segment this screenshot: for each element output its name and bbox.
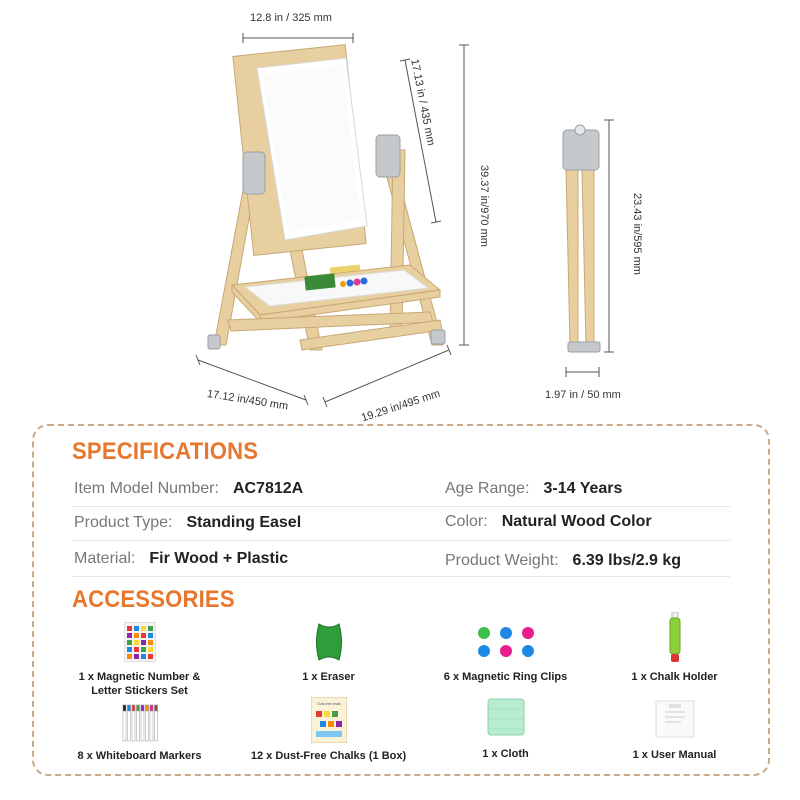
divider xyxy=(72,540,730,541)
spec-value: 6.39 lbs/2.9 kg xyxy=(572,551,682,569)
spec-value: Natural Wood Color xyxy=(501,512,652,530)
spec-value: Standing Easel xyxy=(186,513,302,531)
chalk-box-icon xyxy=(311,697,347,743)
cloth-icon xyxy=(486,697,526,737)
specifications-title: SPECIFICATIONS xyxy=(72,438,259,465)
spec-value: 3-14 Years xyxy=(543,479,623,497)
accessory-label: 1 x User Manual xyxy=(632,749,717,761)
accessory-label: 1 x Cloth xyxy=(482,748,529,760)
spec-item-model xyxy=(74,472,303,505)
dimension-total-height: 39.37 in/970 mm xyxy=(478,165,490,247)
spec-material xyxy=(74,542,288,575)
spec-value: Fir Wood + Plastic xyxy=(149,549,289,567)
dimension-depth: 17.12 in/450 mm xyxy=(206,388,289,413)
spec-label: Product Weight: xyxy=(445,551,559,569)
dimension-folded-height: 23.43 in/595 mm xyxy=(631,193,643,275)
dimension-board-height: 17.13 in / 435 mm xyxy=(408,58,437,147)
spec-label: Item Model Number: xyxy=(74,479,219,497)
eraser-icon xyxy=(314,622,344,662)
accessories-title: ACCESSORIES xyxy=(72,586,235,613)
accessory-label: 6 x Magnetic Ring Clips xyxy=(443,671,568,683)
chalk-box-text: Dust-free chalk xyxy=(316,702,341,706)
dimension-base-width: 19.29 in/495 mm xyxy=(360,387,442,425)
manual-icon xyxy=(655,700,695,738)
accessory-label: 8 x Whiteboard Markers xyxy=(77,750,202,762)
spec-label: Age Range: xyxy=(445,479,530,497)
accessory-label: 12 x Dust-Free Chalks (1 Box) xyxy=(250,750,407,762)
spec-value: AC7812A xyxy=(232,479,304,497)
spec-weight xyxy=(445,544,681,577)
spec-label: Material: xyxy=(74,549,136,567)
markers-icon xyxy=(122,703,158,743)
spec-label: Product Type: xyxy=(74,513,173,531)
dimension-top-width: 12.8 in / 325 mm xyxy=(250,12,332,24)
magnet-clips-icon xyxy=(476,624,536,660)
spec-label: Color: xyxy=(445,512,488,530)
accessory-label: 1 x Chalk Holder xyxy=(631,671,718,683)
spec-product-type xyxy=(74,506,301,539)
dimension-folded-depth: 1.97 in / 50 mm xyxy=(545,389,621,401)
divider xyxy=(72,576,730,577)
accessory-label: 1 x Eraser xyxy=(302,671,355,683)
spec-color xyxy=(445,505,652,538)
spec-age-range xyxy=(445,472,622,505)
chalk-holder-icon xyxy=(667,612,683,664)
sticker-sheet-icon xyxy=(124,622,156,662)
accessory-label: 1 x Magnetic Number & Letter Stickers Set xyxy=(78,671,201,697)
